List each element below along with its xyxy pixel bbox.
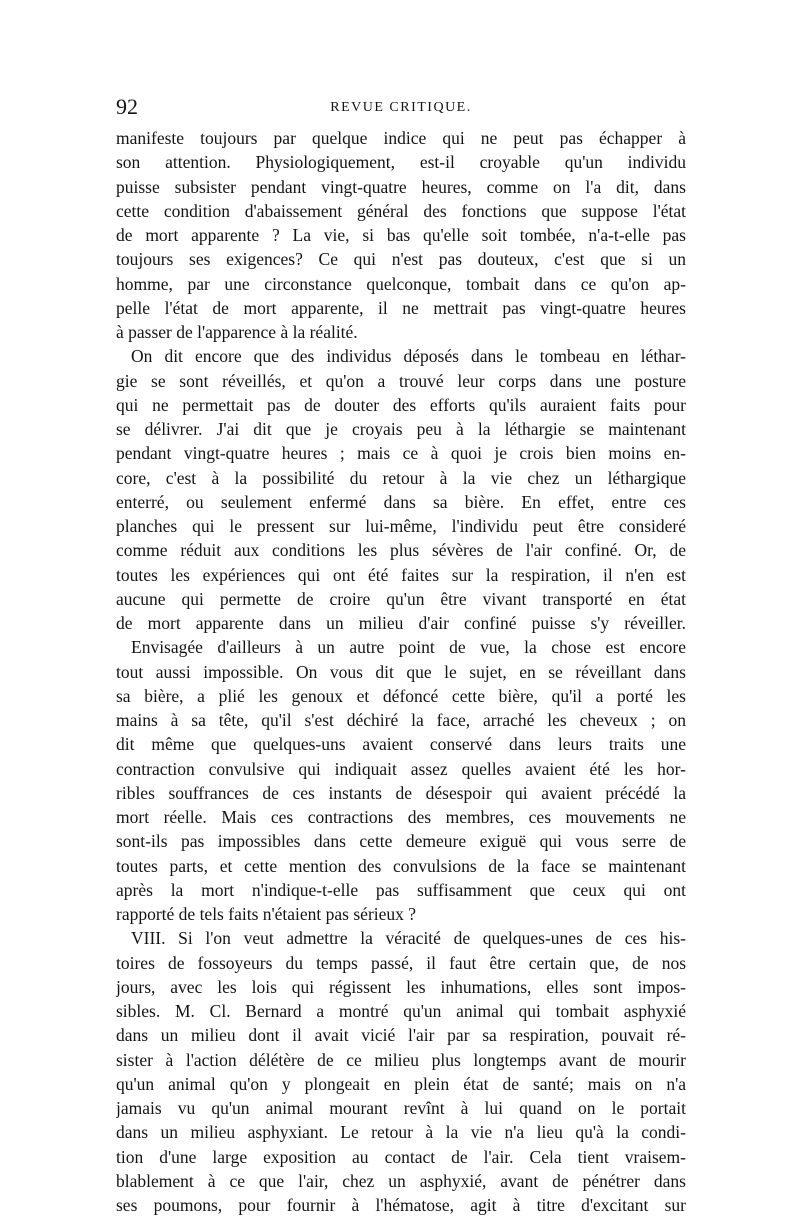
text-line: dans un milieu asphyxiant. Le retour à la vie n'a lieu qu'à la condi- [116,1122,686,1143]
text-line: qui ne permettait pas de douter des efforts qu'ils auraient faits pour [116,394,686,415]
text-line: son attention. Physiologiquement, est-il croyable qu'un individu [116,152,686,173]
text-line: ses poumons, pour fournir à l'hématose, agit à titre d'excitant sur [116,1195,686,1215]
text-line: comme réduit aux conditions les plus sévères de l'air confiné. Or, de [116,540,686,561]
running-head [116,94,686,120]
text-line: enterré, ou seulement enfermé dans sa bière. En effet, entre ces [116,491,686,512]
text-line: toires de fossoyeurs du temps passé, il faut être certain que, de nos [116,952,686,973]
text-line: toujours ses exigences? Ce qui n'est pas douteux, c'est que si un [116,249,686,270]
text-line: On dit encore que des individus déposés dans le tombeau en léthar- [131,346,686,367]
text-line: après la mort n'indique-t-elle pas suffisamment que ceux qui ont [116,879,686,900]
text-line: tout aussi impossible. On vous dit que le sujet, en se réveillant dans [116,661,686,682]
text-line: mort réelle. Mais ces contractions des membres, ces mouvements ne [116,807,686,827]
text-line: puisse subsister pendant vingt-quatre heures, comme on l'a dit, dans [116,176,686,197]
text-line: jours, avec les lois qui régissent les inhumations, elles sont impos- [116,976,686,997]
text-line: sister à l'action délétère de ce milieu plus longtemps avant de mourir [116,1049,686,1070]
text-line: dit même que quelques-uns avaient conservé dans leurs traits une [116,734,686,755]
text-line: planches qui le pressent sur lui-même, l'individu peut être consideré [116,516,686,536]
text-line: à passer de l'apparence à la réalité. [116,322,358,342]
text-line: ribles souffrances de ces instants de désespoir qui avaient précédé la [116,782,686,803]
text-line: mains à sa tête, qu'il s'est déchiré la face, arraché les cheveux ; on [116,710,686,730]
journal-title: REVUE CRITIQUE. [330,100,472,115]
text-line: pendant vingt-quatre heures ; mais ce à quoi je crois bien moins en- [116,443,686,464]
text-line: pelle l'état de mort apparente, il ne mettrait pas vingt-quatre heures [116,297,686,318]
text-line: toutes les expériences qui ont été faites sur la respiration, il n'en est [116,564,686,585]
text-line: sont-ils pas impossibles dans cette demeure exiguë qui vous serre de [116,831,686,852]
text-line: rapporté de tels faits n'étaient pas sérieux ? [116,904,417,924]
text-line: se délivrer. J'ai dit que je croyais peu à la léthargie se maintenant [116,419,686,439]
page-number: 92 [116,94,138,119]
text-line: de mort apparente ? La vie, si bas qu'elle soit tombée, n'a-t-elle pas [116,225,686,245]
text-line: VIII. Si l'on veut admettre la véracité de quelques-unes de ces his- [131,928,686,949]
text-line: jamais vu qu'un animal mourant revînt à lui quand on le portait [116,1098,686,1118]
text-line: blablement à ce que l'air, chez un asphyxié, avant de pénétrer dans [116,1170,686,1191]
text-line: gie se sont réveillés, et qu'on a trouvé leur corps dans une posture [116,370,686,391]
text-line: qu'un animal qu'on y plongeait en plein état de santé; mais on n'a [116,1073,686,1094]
text-line: sibles. M. Cl. Bernard a montré qu'un animal qui tombait asphyxié [116,1001,686,1021]
text-line: aucune qui permette de croire qu'un être vivant transporté en état [116,588,686,609]
text-line: homme, par une circonstance quelconque, tombait dans ce qu'on ap- [116,273,686,294]
text-line: toutes parts, et cette mention des convulsions de la face se maintenant [116,855,686,876]
text-line: cette condition d'abaissement général des fonctions que suppose l'état [116,200,686,221]
text-line: manifeste toujours par quelque indice qui ne peut pas échapper à [116,128,686,148]
text-line: tion d'une large exposition au contact de l'air. Cela tient vraisem- [116,1146,686,1167]
body-text [116,126,686,1217]
text-line: Envisagée d'ailleurs à un autre point de vue, la chose est encore [131,637,686,658]
text-line: sa bière, a plié les genoux et défoncé cette bière, qu'il a porté les [116,685,686,706]
text-line: contraction convulsive qui indiquait assez quelles avaient été les hor- [116,758,686,779]
text-line: dans un milieu dont il avait vicié l'air par sa respiration, pouvait ré- [116,1025,686,1046]
text-line: de mort apparente dans un milieu d'air confiné puisse s'y réveiller. [116,613,686,633]
text-line: core, c'est à la possibilité du retour à la vie chez un léthargique [116,467,686,488]
